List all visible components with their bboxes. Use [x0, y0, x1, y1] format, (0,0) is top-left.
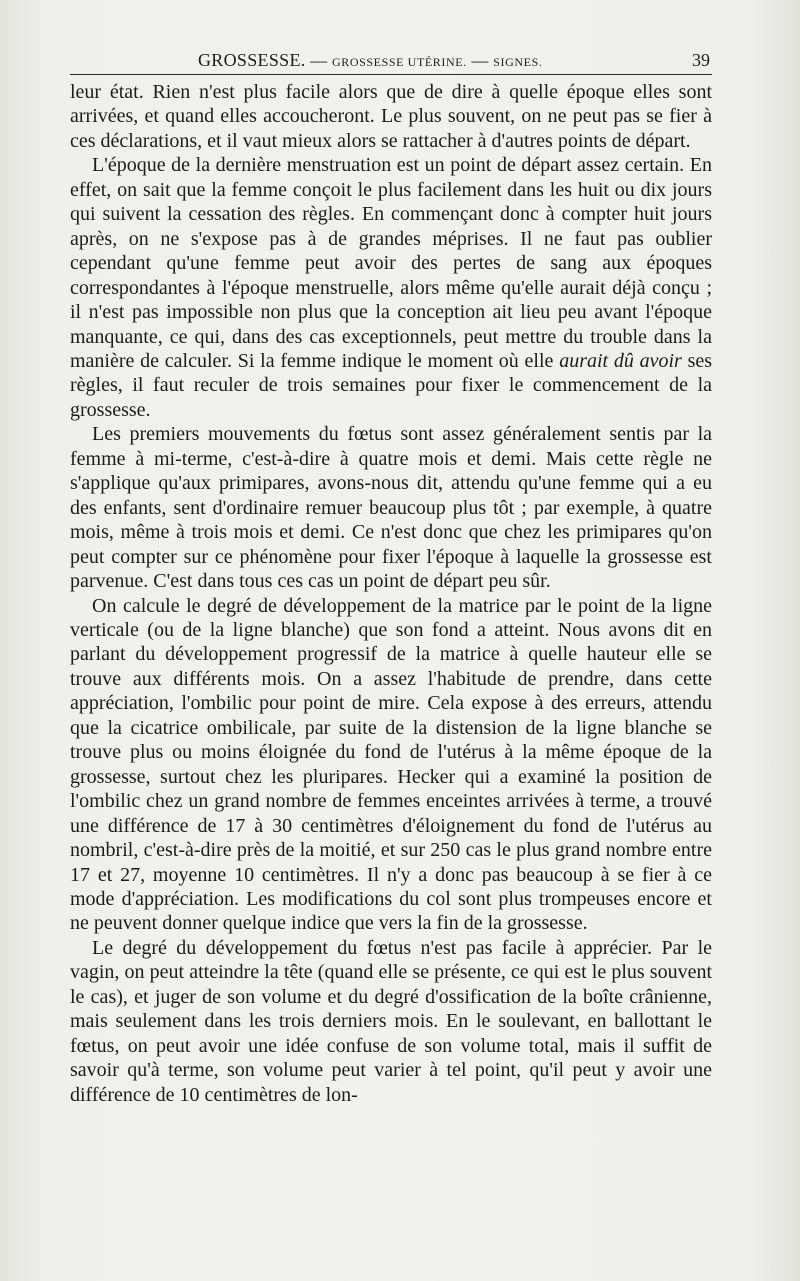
header-title-main: GROSSESSE.: [198, 50, 306, 70]
paragraph-text-after: ses règles, il faut reculer de trois semaines pour fixer le commencement de la grossesse.: [70, 349, 713, 421]
paragraph-text: L'époque de la dernière menstruation est un point de départ assez certain. En effet, on sait que la femme conçoit le plus facilement dans les huit ou dix jours qui suivent la cessation des règles. En commençant donc à compter huit jours après, on ne s'expose pas à de grandes méprises. Il ne faut pas oublier cependant qu'une femme peut avoir des pertes de sang aux époques correspondantes à l'époque menstruelle, alors même qu'elle aurait déjà conçu ; il n'est pas impossible non plus que la conception ait lieu peu avant l'époque manquante, ce qui, dans des cas exceptionnels, peut mettre du trouble dans la manière de calculer. Si la femme indique le moment où elle: [70, 154, 712, 372]
paragraph-fetal-movements: Les premiers mouvements du fœtus sont assez généralement sentis par la femme à mi-terme, c'est-à-dire à quatre mois et demi. Mais cette règle ne s'applique qu'aux primipares, avons-nous dit, attendu qu'une femme qui a eu des enfants, sent d'ordinaire remuer beaucoup plus tôt ; par exemple, à quatre mois, même à trois mois et demi. Ce n'est donc que chez les primipares qu'on peut compter sur ce phénomène pour fixer l'époque à laquelle la grossesse est parvenue. C'est dans tous ces cas un point de départ peu sûr.: [70, 423, 712, 593]
italic-phrase: aurait dû avoir: [559, 349, 682, 372]
running-title: [198, 50, 542, 71]
page-number: 39: [692, 50, 710, 70]
body-text: [70, 80, 712, 1107]
paragraph-continued: leur état. Rien n'est plus facile alors que de dire à quelle époque elles sont arrivées, et quand elles accoucheront. Le plus souvent, on ne peut pas se fier à ces déclarations, et il vaut mieux alors se rattacher à d'autres points de départ.: [70, 81, 712, 152]
header-dash: —: [310, 51, 328, 70]
paragraph-menstruation: [70, 153, 712, 422]
header-dash: —: [471, 51, 489, 70]
running-header: [70, 48, 712, 75]
paragraph-uterus-development: On calcule le degré de développement de la matrice par le point de la ligne verticale (ou de la ligne blanche) que son fond a atteint. Nous avons dit en parlant du développement progressif de la matrice à quelle hauteur elle se trouve aux différents mois. On a assez l'habitude de prendre, dans cette appréciation, l'ombilic pour point de mire. Cela expose à des erreurs, attendu que la cicatrice ombilicale, par suite de la distension de la ligne blanche se trouve plus ou moins éloignée du fond de l'utérus à la même époque de la grossesse, surtout chez les pluripares. Hecker qui a examiné la position de l'ombilic chez un grand nombre de femmes enceintes arrivées à terme, a trouvé une différence de 17 à 30 centimètres d'éloignement du fond de l'utérus au nombril, c'est-à-dire près de la moitié, et sur 250 cas le plus grand nombre entre 17 et 27, moyenne 10 centimètres. Il n'y a donc pas beaucoup à se fier à ce mode d'appréciation. Les modifications du col sont plus trompeuses encore et ne peuvent donner quelque indice que vers la fin de la grossesse.: [70, 594, 712, 935]
paragraph-fetus-development: Le degré du développement du fœtus n'est pas facile à apprécier. Par le vagin, on peut atteindre la tête (quand elle se présente, ce qui est le plus souvent le cas), et juger de son volume et du degré d'ossification de la boîte crânienne, mais seulement dans les trois derniers mois. En le soulevant, en ballottant le fœtus, on peut avoir une idée confuse de son volume total, mais il suffit de savoir qu'à terme, son volume peut varier à tel point, qu'il peut y avoir une différence de 10 centimètres de lon-: [70, 936, 712, 1106]
header-title-sub: GROSSESSE UTÉRINE.: [331, 55, 467, 69]
header-title-signs: SIGNES.: [493, 55, 543, 69]
